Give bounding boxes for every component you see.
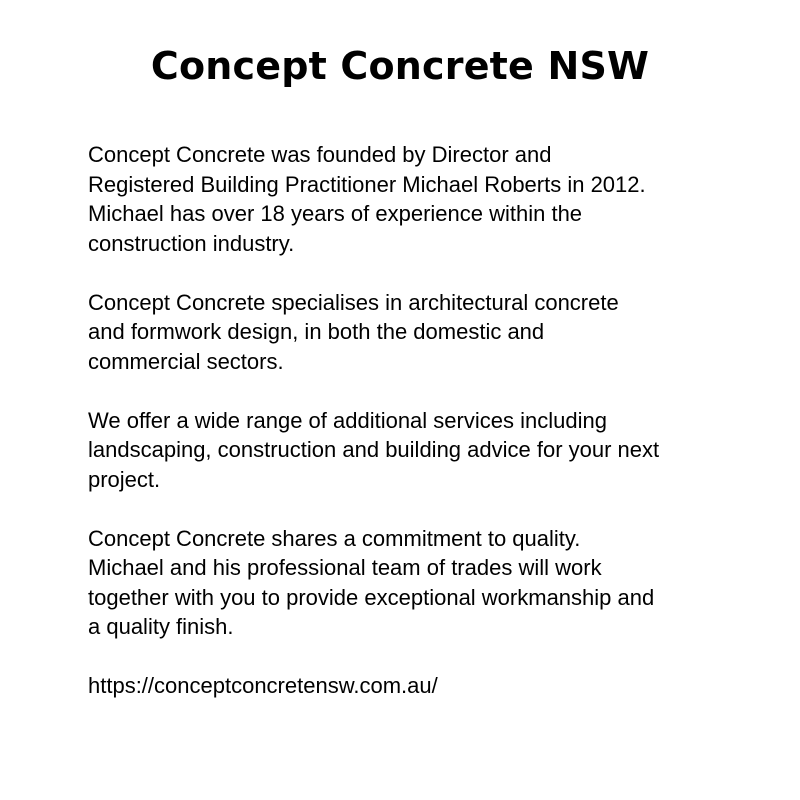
website-url: https://conceptconcretensw.com.au/: [88, 673, 438, 698]
page-title: Concept Concrete NSW: [150, 44, 650, 88]
paragraph-founding: Concept Concrete was founded by Director and Registered Building Practitioner Michael Roberts in 2012. Michael has over 18 years of experience within the construction industry.: [88, 142, 646, 256]
paragraph-quality: Concept Concrete shares a commitment to quality. Michael and his professional team of trades will work together with you to provide exceptional workmanship and a quality finish.: [88, 525, 655, 639]
paragraph-specialisation: Concept Concrete specialises in architectural concrete and formwork design, in both the domestic and commercial sectors.: [88, 289, 619, 374]
body-text: [88, 140, 768, 701]
paragraph-services: We offer a wide range of additional services including landscaping, construction and building advice for your next project.: [88, 407, 660, 492]
